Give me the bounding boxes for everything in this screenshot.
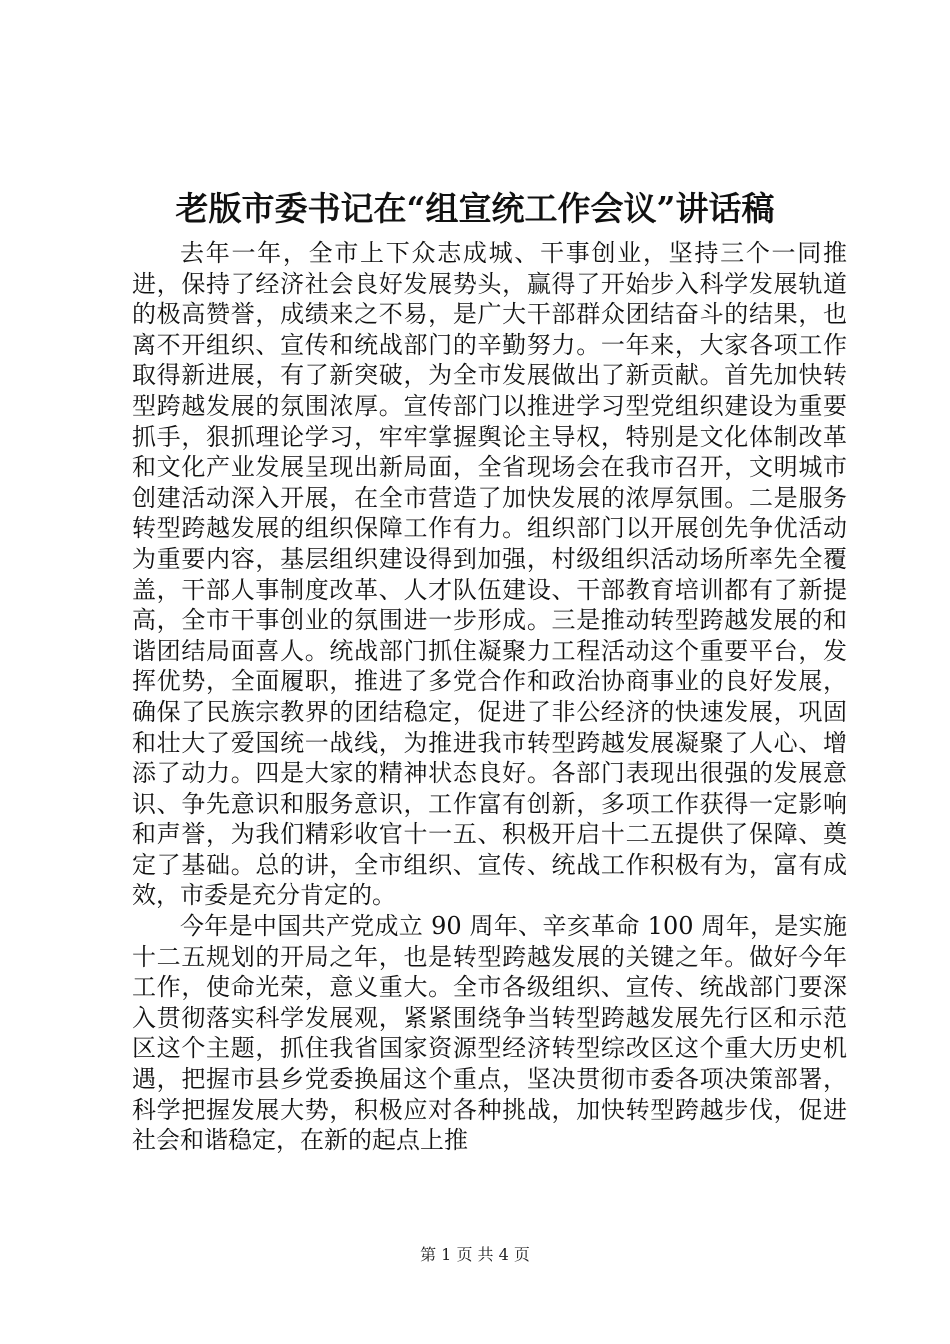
document-title: 老版市委书记在“组宣统工作会议”讲话稿 [175, 189, 775, 228]
document-body [132, 238, 847, 1156]
paragraph-1: 去年一年，全市上下众志成城、干事创业，坚持三个一同推进，保持了经济社会良好发展势头，赢得了开始步入科学发展轨道的极高赞誉，成绩来之不易，是广大干部群众团结奋斗的结果，也离不开组织、宣传和统战部门的辛勤努力。一年来，大家各项工作取得新进展，有了新突破，为全市发展做出了新贡献。首先加快转型跨越发展的氛围浓厚。宣传部门以推进学习型党组织建设为重要抓手，狠抓理论学习，牢牢掌握舆论主导权，特别是文化体制改革和文化产业发展呈现出新局面，全省现场会在我市召开，文明城市创建活动深入开展，在全市营造了加快发展的浓厚氛围。二是服务转型跨越发展的组织保障工作有力。组织部门以开展创先争优活动为重要内容，基层组织建设得到加强，村级组织活动场所率先全覆盖，干部人事制度改革、人才队伍建设、干部教育培训都有了新提高，全市干事创业的氛围进一步形成。三是推动转型跨越发展的和谐团结局面喜人。统战部门抓住凝聚力工程活动这个重要平台，发挥优势，全面履职，推进了多党合作和政治协商事业的良好发展，确保了民族宗教界的团结稳定，促进了非公经济的快速发展，巩固和壮大了爱国统一战线，为推进我市转型跨越发展凝聚了人心、增添了动力。四是大家的精神状态良好。各部门表现出很强的发展意识、争先意识和服务意识，工作富有创新，多项工作获得一定影响和声誉，为我们精彩收官十一五、积极开启十二五提供了保障、奠定了基础。总的讲，全市组织、宣传、统战工作积极有为，富有成效，市委是充分肯定的。 [132, 239, 847, 910]
paragraph-2: 今年是中国共产党成立 90 周年、辛亥革命 100 周年，是实施十二五规划的开局之年，也是转型跨越发展的关键之年。做好今年工作，使命光荣，意义重大。全市各级组织、宣传、统战部门要深入贯彻落实科学发展观，紧紧围绕争当转型跨越发展先行区和示范区这个主题，抓住我省国家资源型经济转型综改区这个重大历史机遇，把握市县乡党委换届这个重点，坚决贯彻市委各项决策部署，科学把握发展大势，积极应对各种挑战，加快转型跨越步伐，促进社会和谐稳定，在新的起点上推 [132, 912, 847, 1155]
page-footer: 第 1 页 共 4 页 [420, 1245, 530, 1264]
